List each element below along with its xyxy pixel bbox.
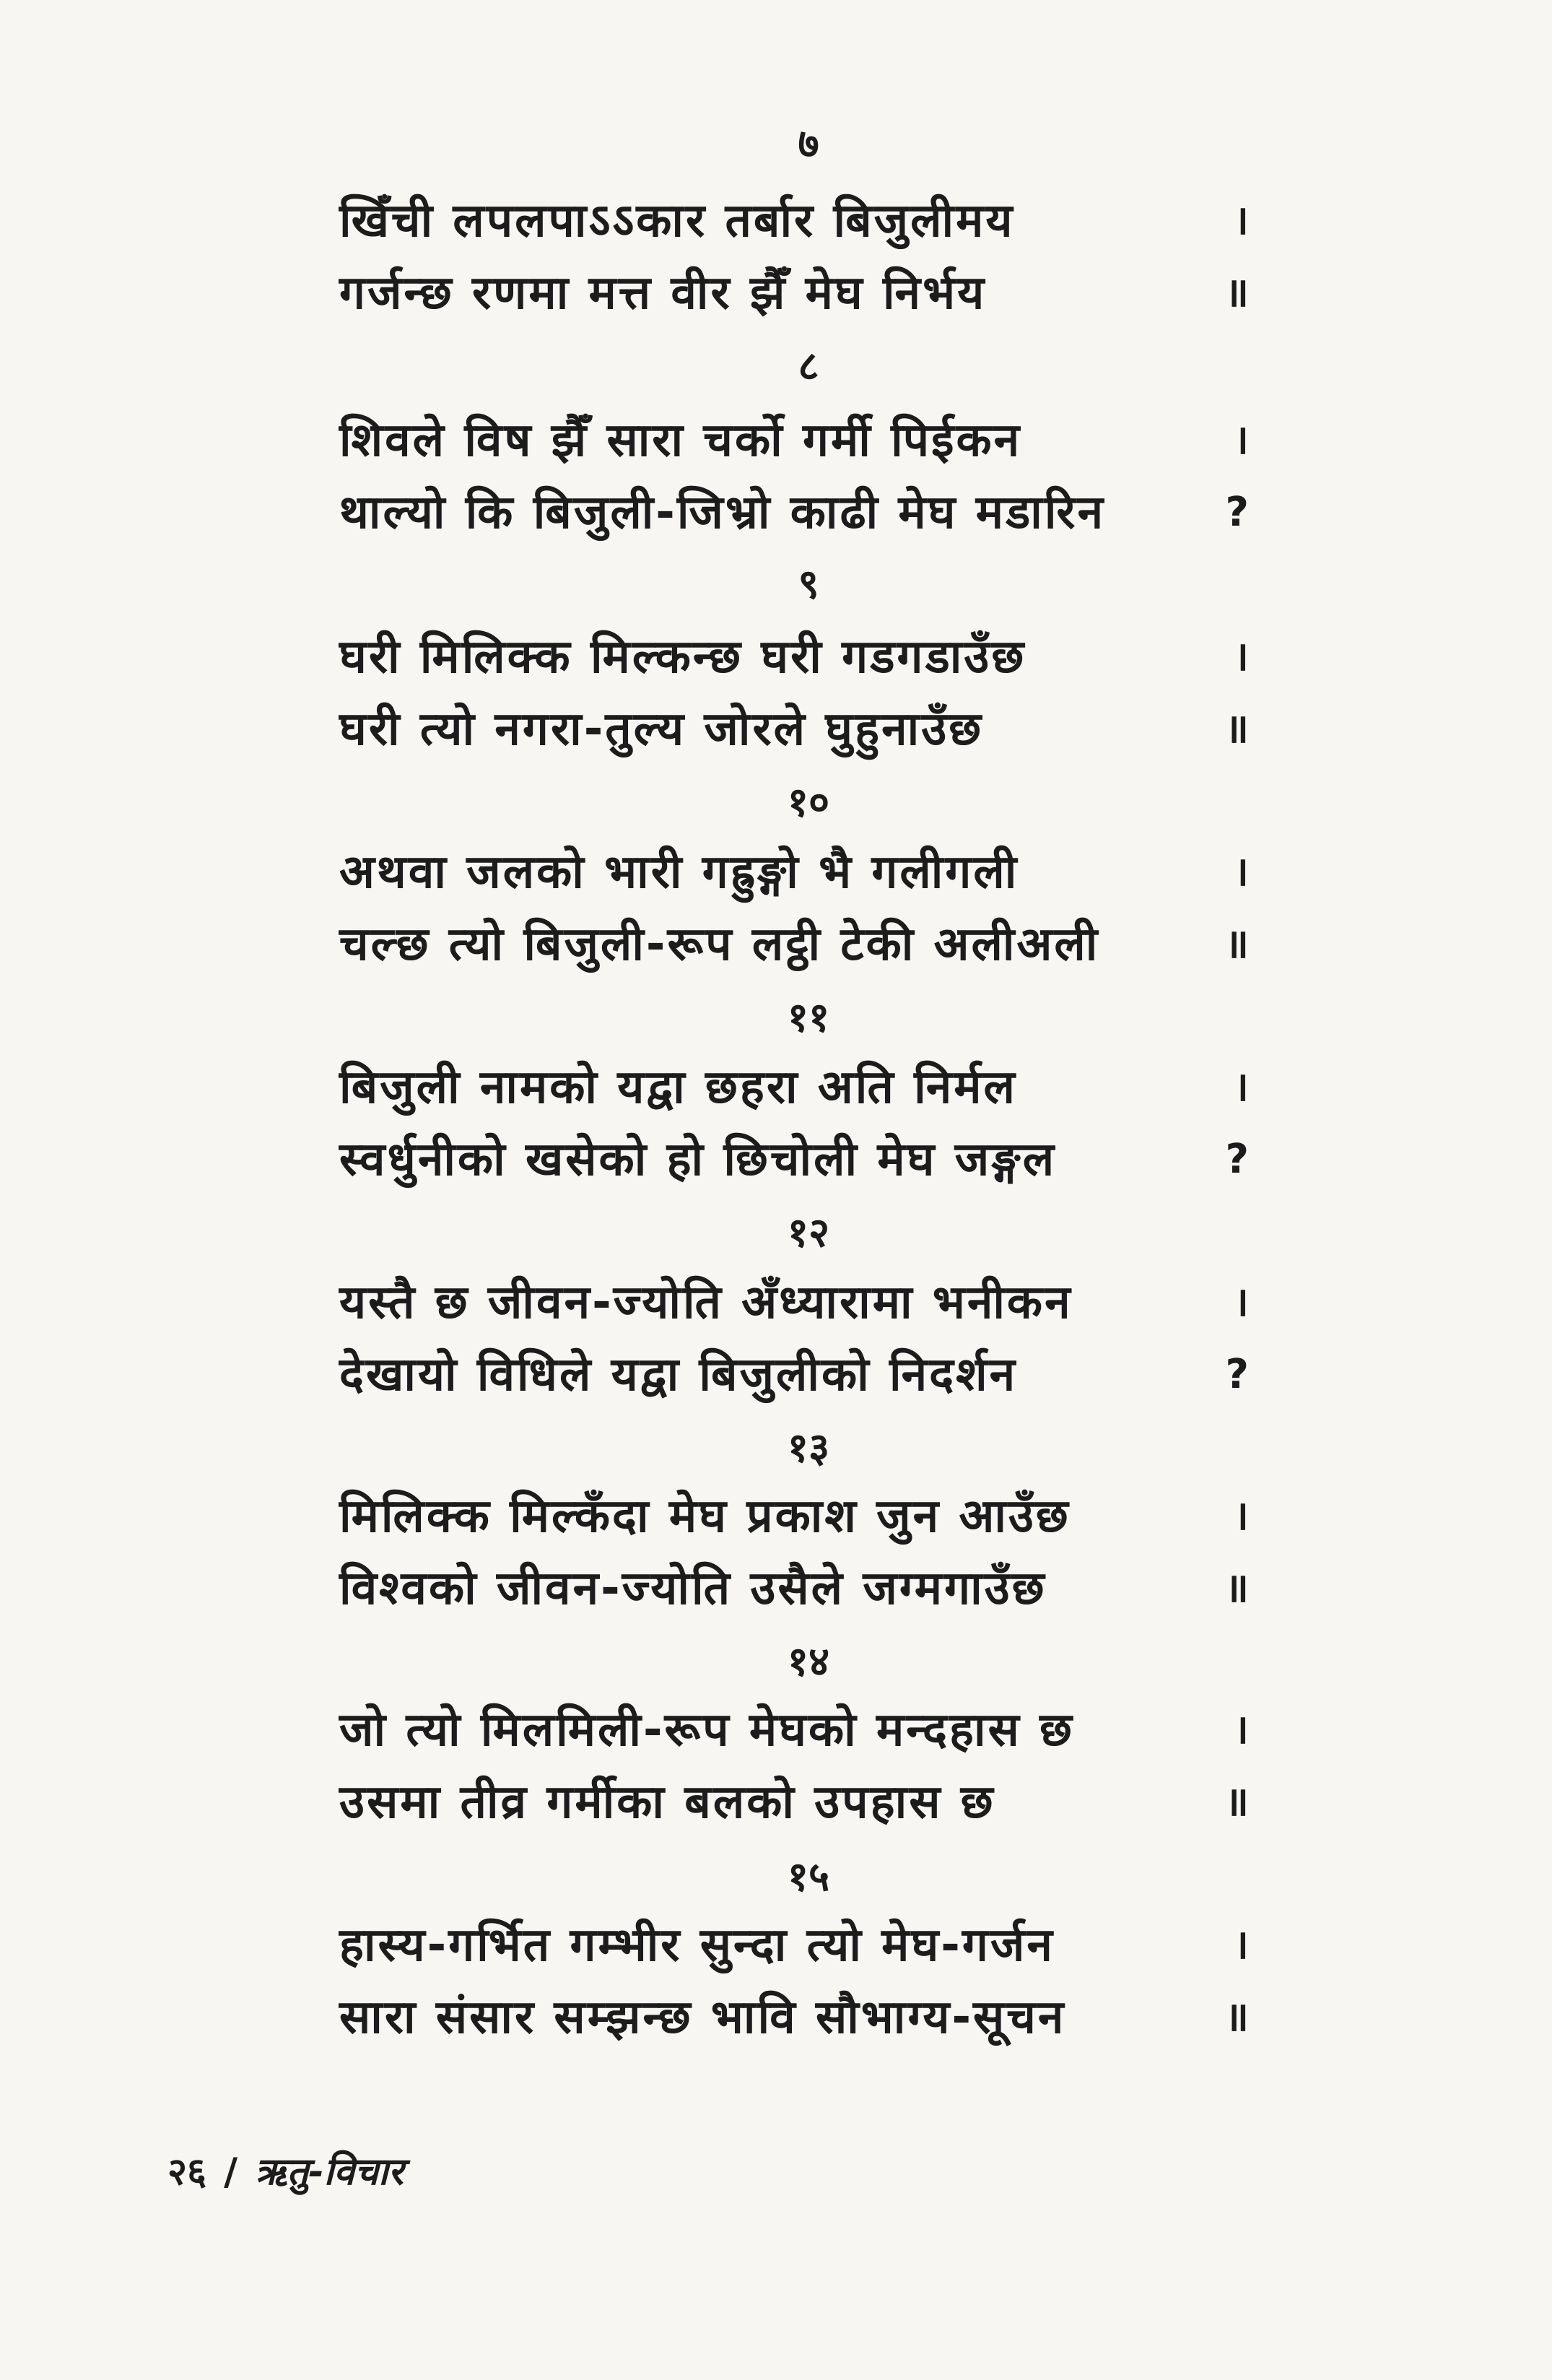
verse-text: चल्छ त्यो बिजुली-रूप लट्ठी टेकी अलीअली — [339, 918, 1100, 971]
verse-end-mark: ॥ — [1224, 1779, 1249, 1825]
stanza-number: १० — [787, 779, 830, 826]
verse-text: उसमा तीव्र गर्मीका बलको उपहास छ — [339, 1776, 995, 1829]
verse-end-mark: ? — [1225, 1136, 1249, 1183]
verse-line — [339, 910, 1249, 979]
verse-text: हास्य-गर्भित गम्भीर सुन्दा त्यो मेघ-गर्जन — [339, 1919, 1055, 1972]
verse-end-mark: । — [1233, 1706, 1249, 1753]
verse-end-mark: ॥ — [1224, 1994, 1249, 2041]
verse-line — [339, 838, 1249, 907]
stanza-number: १३ — [787, 1425, 830, 1472]
verse-text: खिँची लपलपाऽऽकार तर्बार बिजुलीमय — [339, 194, 1015, 248]
stanza-number: ११ — [787, 994, 830, 1041]
verse-text: मिलिक्क मिल्कँदा मेघ प्रकाश जुन आउँछ — [339, 1490, 1071, 1543]
verse-line — [339, 1768, 1249, 1837]
page-footer — [167, 2143, 404, 2201]
verse-end-mark: । — [1233, 1279, 1249, 1326]
verse-line — [339, 1340, 1249, 1410]
footer-separator: / — [224, 2150, 238, 2194]
stanza-number: १४ — [787, 1638, 830, 1685]
verse-line — [339, 1053, 1249, 1122]
verse-end-mark: ? — [1225, 489, 1249, 536]
stanza-number: ७ — [798, 121, 819, 168]
verse-line — [339, 695, 1249, 764]
verse-end-mark: ॥ — [1224, 1565, 1249, 1612]
verse-end-mark: । — [1233, 417, 1249, 464]
verse-end-mark: ॥ — [1224, 269, 1249, 316]
verse-end-mark: । — [1233, 633, 1249, 680]
verse-text: गर्जन्छ रणमा मत्त वीर झैँ मेघ निर्भय — [339, 266, 987, 320]
verse-end-mark: ॥ — [1224, 705, 1249, 752]
verse-text: यस्तै छ जीवन-ज्योति अँध्यारामा भनीकन — [339, 1276, 1073, 1329]
verse-text: स्वर्धुनीको खसेको हो छिचोली मेघ जङ्गल — [339, 1133, 1057, 1186]
verse-line — [339, 1554, 1249, 1623]
verse-text: बिजुली नामको यद्वा छहरा अति निर्मल — [339, 1061, 1017, 1114]
verse-text: सारा संसार सम्झन्छ भावि सौभाग्य-सूचन — [339, 1991, 1066, 2044]
verse-line — [339, 622, 1249, 692]
verse-text: जो त्यो मिलमिली-रूप मेघको मन्दहास छ — [339, 1703, 1074, 1757]
stanza-number: ९ — [798, 561, 819, 608]
verse-text: शिवले विष झैँ सारा चर्को गर्मी पिईकन — [339, 414, 1022, 467]
verse-text: घरी मिलिक्क मिल्कन्छ घरी गडगडाउँछ — [339, 630, 1026, 684]
verse-line — [339, 1482, 1249, 1551]
verse-text: घरी त्यो नगरा-तुल्य जोरले घुहुनाउँछ — [339, 703, 984, 756]
book-title: ऋतु-विचार — [255, 2150, 404, 2194]
verse-line — [339, 1125, 1249, 1194]
verse-end-mark: । — [1233, 1493, 1249, 1539]
stanza-number: ८ — [798, 343, 819, 390]
verse-text: अथवा जलको भारी गह्रुङ्गो भै गलीगली — [339, 846, 1019, 899]
verse-text: विश्वको जीवन-ज्योति उसैले जग्मगाउँछ — [339, 1562, 1047, 1615]
verse-end-mark: । — [1233, 1921, 1249, 1968]
stanza-number: १५ — [787, 1854, 830, 1901]
verse-line — [339, 406, 1249, 475]
verse-line — [339, 1695, 1249, 1765]
verse-line — [339, 1911, 1249, 1980]
page-number: २६ — [167, 2150, 207, 2194]
verse-line — [339, 186, 1249, 256]
verse-line — [339, 259, 1249, 328]
verse-end-mark: । — [1233, 1064, 1249, 1111]
verse-end-mark: ? — [1225, 1351, 1249, 1398]
stanza-number: १२ — [787, 1209, 830, 1256]
verse-text: देखायो विधिले यद्वा बिजुलीको निदर्शन — [339, 1348, 1018, 1402]
verse-end-mark: ॥ — [1224, 921, 1249, 968]
verse-text: थाल्यो कि बिजुली-जिभ्रो काढी मेघ मडारिन — [339, 486, 1106, 539]
verse-line — [339, 1983, 1249, 2052]
verse-line — [339, 1268, 1249, 1337]
verse-end-mark: । — [1233, 197, 1249, 244]
verse-line — [339, 478, 1249, 547]
verse-end-mark: । — [1233, 848, 1249, 895]
